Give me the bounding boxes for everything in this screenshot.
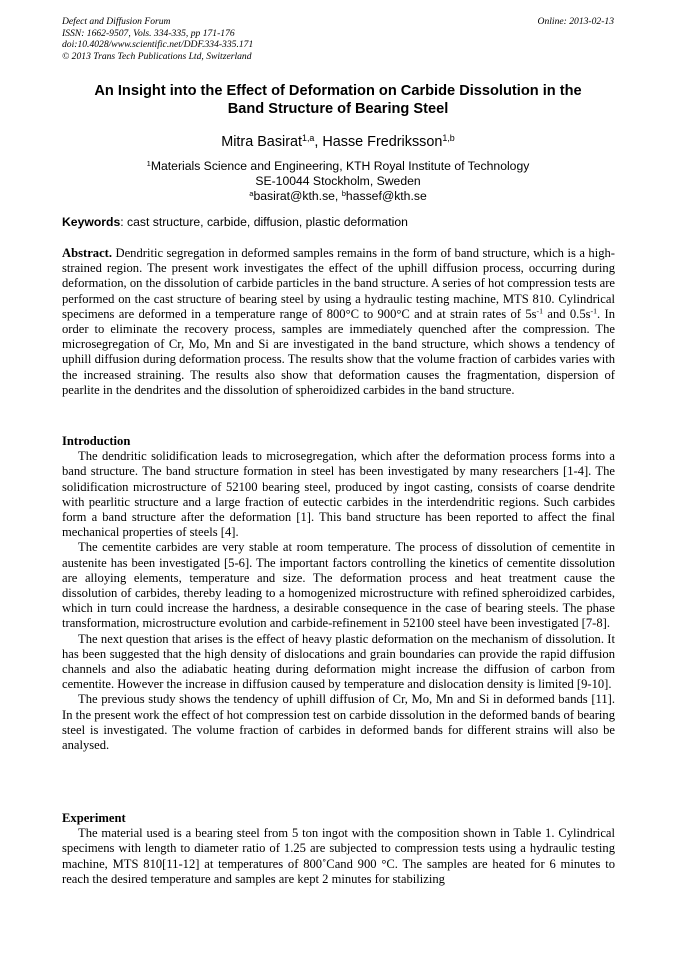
introduction-heading: Introduction [62, 434, 131, 448]
affiliation-emails [62, 189, 614, 204]
abstract-label: Abstract. [62, 246, 113, 260]
experiment-section [62, 811, 615, 887]
author-list [62, 133, 614, 151]
abstract-section [62, 246, 615, 398]
author-2-affiliation-marker: 1,b [442, 133, 455, 144]
journal-header [62, 16, 614, 62]
author-name-1: Mitra Basirat [221, 134, 302, 150]
experiment-paragraph: The material used is a bearing steel from 5 ton ingot with the composition shown in Table 1. Cylindrical specimens with length to diameter ratio of 1.25 are subjected to compression tests using a hydraulic testing machine, MTS 810[11-12] at temperatures of 800˚Cand 900 °C. The samples are heated for 6 minutes to reach the desired temperature and samples are kept 2 minutes for stabilizing [62, 826, 615, 886]
introduction-paragraph: The previous study shows the tendency of uphill diffusion of Cr, Mo, Mn and Si in deformed bands [11]. In the present work the effect of hot compression test on carbide dissolution in the deformed bands of bearing steel is investigated. The volume fraction of carbides in deformed bands for different strains will also be analysed. [62, 692, 615, 753]
affiliation-institution-line [62, 159, 614, 174]
abstract-text-3: . In order to eliminate the recovery process, samples are immediately quenched after the compression. The microsegregation of Cr, Mo, Mn and Si are investigated in the band structure, which shows a tendency of uphill diffusion during deformation process. The results show that the volume fraction of carbides varies with the increased straining. The results also show that deformation causes the fragmentation, dispersion of pearlite in the dendrites and the dissolution of spheroidized carbides in the band structure. [62, 306, 616, 397]
paper-title [62, 82, 614, 118]
author-separator: , [314, 134, 323, 150]
journal-issn: ISSN: 1662-9507, Vols. 334-335, pp 171-176 [62, 27, 235, 39]
abstract-superscript-1: -1 [536, 306, 544, 316]
journal-doi: doi:10.4028/www.scientific.net/DDF.334-335.171 [62, 39, 254, 51]
introduction-section [62, 434, 615, 753]
introduction-paragraph: The next question that arises is the effect of heavy plastic deformation on the mechanism of dissolution. It has been suggested that the high density of dislocations and grain boundaries can provide the rapid diffusion channels and also the adiabatic heating during deformation might increase the diffusion of carbon from cementite. However the increase in diffusion caused by temperature and dislocation density is limited [9-10]. [62, 631, 615, 692]
experiment-heading: Experiment [62, 811, 126, 825]
keywords [62, 215, 614, 230]
author-name-2: Hasse Fredriksson [322, 134, 443, 150]
author-1-affiliation-marker: 1,a [302, 133, 315, 144]
abstract-text-2: and 0.5s [543, 306, 591, 321]
email-a: basirat@kth.se, [253, 189, 342, 203]
abstract-text-1: Dendritic segregation in deformed samples remains in the form of band structure, which is a high-strained region. The present work investigates the effect of the uphill diffusion process, occurring during deformation, on the dissolution of carbide particles in the band structure. A series of hot compression tests are performed on the cast structure of bearing steel by using a hydraulic testing machine, MTS 810. Cylindrical specimens are deformed in a temperature range of 800°C to 900°C and at strain rates of 5s [62, 246, 615, 321]
keywords-text: : cast structure, carbide, diffusion, plastic deformation [120, 215, 408, 229]
journal-copyright: © 2013 Trans Tech Publications Ltd, Switzerland [62, 50, 252, 62]
introduction-paragraph: The dendritic solidification leads to microsegregation, which after the deformation process forms into a band structure. The band structure formation in steel has been investigated by many researchers [1-4]. The solidification microstructure of 52100 bearing steel, produced by ingot casting, consists of coarse dendrite with pearlitic structure and a large fraction of eutectic carbides in the interdendritic regions. Such carbides form a band structure after the deformation [1]. This band structure has been reported to affect the final mechanical properties of steels [4]. [62, 449, 615, 540]
paper-title-line-2: Band Structure of Bearing Steel [227, 101, 449, 117]
email-marker-b: b [341, 188, 346, 198]
introduction-paragraph: The cementite carbides are very stable at room temperature. The process of dissolution of cementite in austenite has been investigated [5-6]. The important factors controlling the kinetics of cementite dissolution are alloying elements, temperature and size. The deformation process and heat treatment cause the dissolution of carbides, thereby leading to a homogenized microstructure with refined spheroidized carbides, which in turn could increase the hardness, a desirable consequence in the case of bearing steels. The phase transformation, microstructure evolution and carbide-refinement in 52100 steel have been investigated [7-8]. [62, 540, 615, 631]
online-date: Online: 2013-02-13 [537, 16, 614, 27]
abstract-superscript-2: -1 [590, 306, 598, 316]
abstract-paragraph [62, 246, 615, 398]
keywords-label: Keywords [62, 215, 121, 229]
affiliation [62, 159, 614, 204]
affiliation-marker: 1 [146, 158, 151, 168]
affiliation-address: SE-10044 Stockholm, Sweden [255, 174, 421, 188]
affiliation-institution: Materials Science and Engineering, KTH Royal Institute of Technology [150, 159, 530, 173]
email-marker-a: a [249, 188, 254, 198]
journal-name: Defect and Diffusion Forum [62, 16, 171, 27]
paper-title-line-1: An Insight into the Effect of Deformation on Carbide Dissolution in the [94, 83, 582, 99]
email-b: hassef@kth.se [345, 189, 427, 203]
